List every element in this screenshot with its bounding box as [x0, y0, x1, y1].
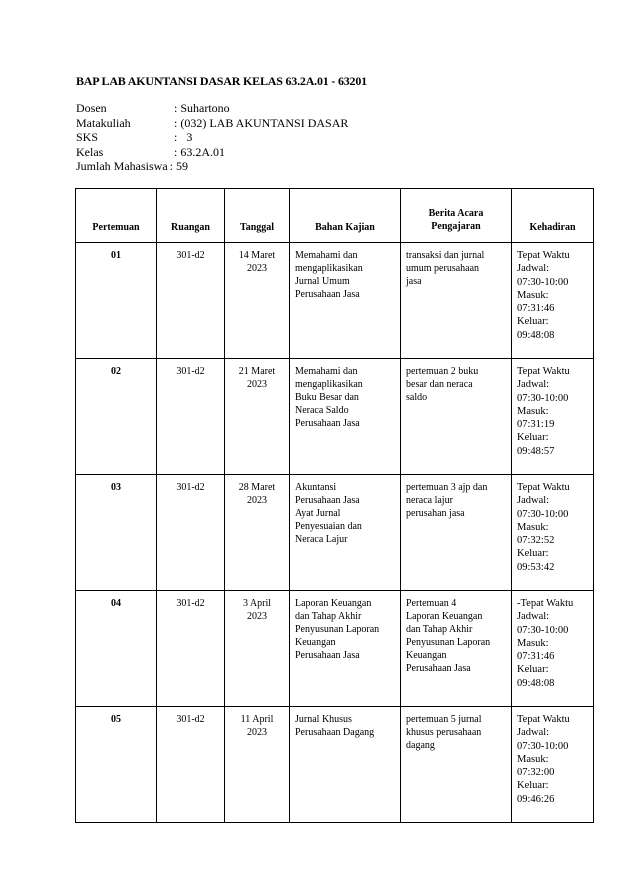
bap-table [75, 188, 594, 823]
cell-bahan-kajian: Jurnal Khusus Perusahaan Dagang [290, 707, 401, 823]
cell-pertemuan: 02 [76, 359, 157, 475]
cell-bahan-kajian: Laporan Keuangan dan Tahap Akhir Penyusunan Laporan Keuangan Perusahaan Jasa [290, 591, 401, 707]
cell-berita-acara: pertemuan 5 jurnal khusus perusahaan dagang [401, 707, 512, 823]
cell-ruangan: 301-d2 [157, 475, 225, 591]
cell-ruangan: 301-d2 [157, 359, 225, 475]
page-title: BAP LAB AKUNTANSI DASAR KELAS 63.2A.01 - 63201 [76, 74, 367, 88]
table-row [76, 359, 594, 475]
cell-pertemuan: 05 [76, 707, 157, 823]
info-label: Dosen [76, 101, 107, 115]
cell-berita-acara: pertemuan 3 ajp dan neraca lajur perusahan jasa [401, 475, 512, 591]
cell-tanggal: 3 April 2023 [225, 591, 290, 707]
info-row-sks [76, 130, 348, 145]
cell-berita-acara: pertemuan 2 buku besar dan neraca saldo [401, 359, 512, 475]
header-kehadiran: Kehadiran [512, 189, 594, 243]
cell-tanggal: 14 Maret 2023 [225, 243, 290, 359]
info-row-jumlah-mahasiswa [76, 159, 348, 174]
info-value: : (032) LAB AKUNTANSI DASAR [174, 115, 349, 130]
info-value: : 63.2A.01 [174, 144, 225, 159]
cell-pertemuan: 04 [76, 591, 157, 707]
cell-tanggal: 21 Maret 2023 [225, 359, 290, 475]
info-value: : 59 [169, 159, 188, 174]
info-label: Kelas [76, 144, 104, 159]
table-row [76, 707, 594, 823]
header-berita-acara: Berita Acara Pengajaran [401, 189, 512, 243]
cell-pertemuan: 03 [76, 475, 157, 591]
cell-bahan-kajian: Memahami dan mengaplikasikan Buku Besar dan Neraca Saldo Perusahaan Jasa [290, 359, 401, 475]
cell-pertemuan: 01 [76, 243, 157, 359]
info-label: SKS [76, 130, 99, 145]
cell-kehadiran: Tepat Waktu Jadwal: 07:30-10:00 Masuk: 07:32:52 Keluar: 09:53:42 [512, 475, 594, 591]
cell-ruangan: 301-d2 [157, 707, 225, 823]
table-row [76, 243, 594, 359]
cell-tanggal: 11 April 2023 [225, 707, 290, 823]
course-info [76, 101, 348, 174]
cell-ruangan: 301-d2 [157, 243, 225, 359]
info-label: Jumlah Mahasiswa [76, 159, 168, 174]
header-tanggal: Tanggal [225, 189, 290, 243]
info-row-dosen [76, 101, 348, 116]
cell-kehadiran: Tepat Waktu Jadwal: 07:30-10:00 Masuk: 07:32:00 Keluar: 09:46:26 [512, 707, 594, 823]
header-bahan-kajian: Bahan Kajian [290, 189, 401, 243]
table-header-row [76, 189, 594, 243]
info-value: : Suhartono [174, 101, 230, 115]
info-label: Matakuliah [76, 115, 131, 130]
info-row-kelas [76, 145, 348, 160]
cell-berita-acara: transaksi dan jurnal umum perusahaan jasa [401, 243, 512, 359]
cell-bahan-kajian: Memahami dan mengaplikasikan Jurnal Umum Perusahaan Jasa [290, 243, 401, 359]
cell-kehadiran: Tepat Waktu Jadwal: 07:30-10:00 Masuk: 07:31:19 Keluar: 09:48:57 [512, 359, 594, 475]
header-ruangan: Ruangan [157, 189, 225, 243]
cell-berita-acara: Pertemuan 4 Laporan Keuangan dan Tahap Akhir Penyusunan Laporan Keuangan Perusahaan Jasa [401, 591, 512, 707]
cell-ruangan: 301-d2 [157, 591, 225, 707]
cell-tanggal: 28 Maret 2023 [225, 475, 290, 591]
info-value: : 3 [174, 130, 193, 145]
header-pertemuan: Pertemuan [76, 189, 157, 243]
table-row [76, 591, 594, 707]
info-row-matakuliah [76, 116, 348, 131]
table-row [76, 475, 594, 591]
cell-bahan-kajian: Akuntansi Perusahaan Jasa Ayat Jurnal Penyesuaian dan Neraca Lajur [290, 475, 401, 591]
cell-kehadiran: Tepat Waktu Jadwal: 07:30-10:00 Masuk: 07:31:46 Keluar: 09:48:08 [512, 243, 594, 359]
cell-kehadiran: -Tepat Waktu Jadwal: 07:30-10:00 Masuk: 07:31:46 Keluar: 09:48:08 [512, 591, 594, 707]
